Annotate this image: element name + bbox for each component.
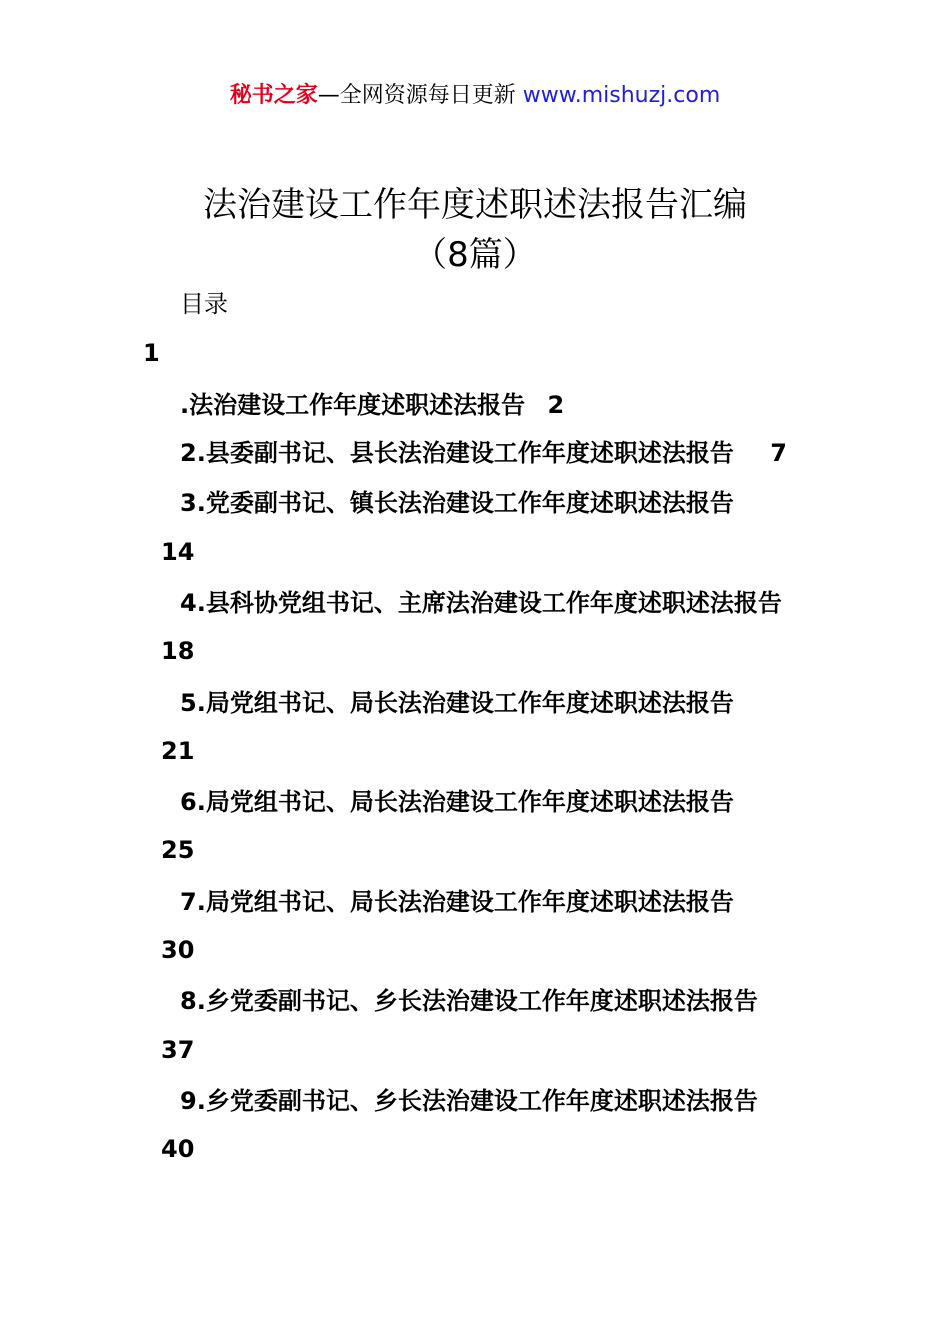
toc-entry-page: 25: [161, 836, 195, 864]
toc-entry[interactable]: [180, 688, 734, 718]
toc-entry-page: 40: [161, 1135, 195, 1163]
toc-entry-label: 3.党委副书记、镇长法治建设工作年度述职述法报告: [180, 489, 734, 517]
toc-entry-label: 7.局党组书记、局长法治建设工作年度述职述法报告: [180, 888, 734, 916]
toc-entry-page: 30: [161, 936, 195, 964]
toc-heading: 目录: [180, 290, 228, 318]
toc-entry-page: 21: [161, 737, 195, 765]
toc-entry-label: 5.局党组书记、局长法治建设工作年度述职述法报告: [180, 689, 734, 717]
toc-entry[interactable]: [180, 390, 564, 420]
toc-entry[interactable]: [180, 986, 758, 1016]
document-title: 法治建设工作年度述职述法报告汇编: [203, 185, 747, 225]
toc-entry-page: 18: [161, 637, 195, 665]
toc-entry-page: 37: [161, 1036, 195, 1064]
document-subtitle: （8篇）: [413, 235, 537, 275]
toc-entry[interactable]: [180, 887, 734, 917]
toc-entry-label: 6.局党组书记、局长法治建设工作年度述职述法报告: [180, 788, 734, 816]
toc-entry[interactable]: [180, 438, 787, 468]
toc-entry-label: .法治建设工作年度述职述法报告: [180, 391, 526, 419]
toc-first-page: 1: [143, 339, 160, 367]
toc-entry-page: 2: [547, 391, 565, 419]
toc-entry-page: 14: [161, 538, 195, 566]
toc-entry[interactable]: [180, 1086, 758, 1116]
toc-entry-label: 9.乡党委副书记、乡长法治建设工作年度述职述法报告: [180, 1087, 758, 1115]
site-url-link[interactable]: www.mishuzj.com: [522, 83, 721, 108]
site-tagline: —全网资源每日更新: [317, 83, 516, 108]
toc-entry[interactable]: [180, 588, 782, 618]
site-brand: 秘书之家: [229, 83, 318, 108]
toc-entry-label: 2.县委副书记、县长法治建设工作年度述职述法报告: [180, 439, 734, 467]
toc-entry-label: 4.县科协党组书记、主席法治建设工作年度述职述法报告: [180, 589, 782, 617]
toc-entry[interactable]: [180, 488, 734, 518]
toc-entry-page: 7: [770, 439, 787, 467]
toc-entry-label: 8.乡党委副书记、乡长法治建设工作年度述职述法报告: [180, 987, 758, 1015]
toc-entry[interactable]: [180, 787, 734, 817]
